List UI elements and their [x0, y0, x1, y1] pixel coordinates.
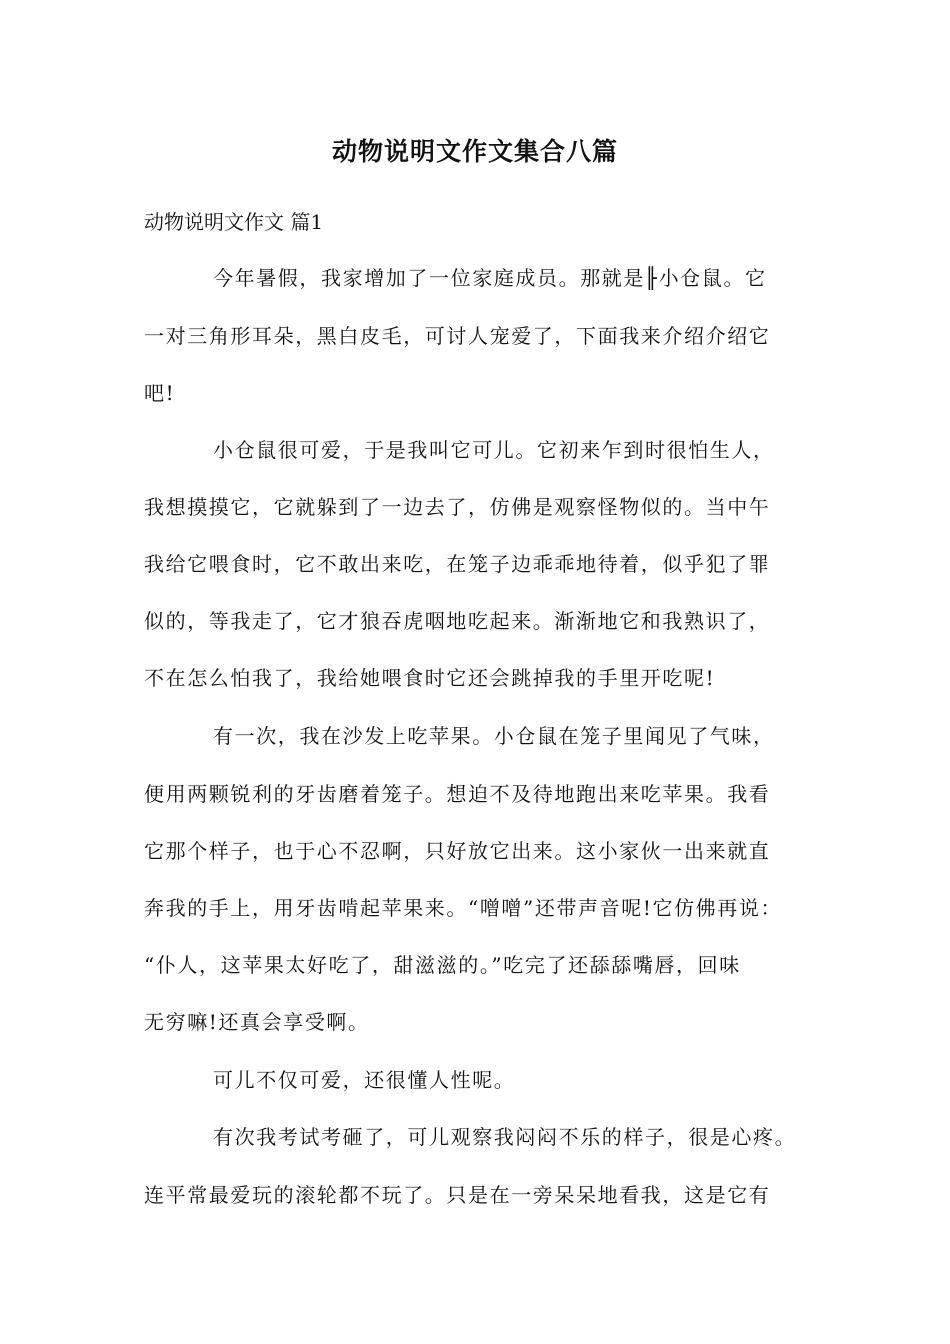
paragraph-line: 似的，等我走了，它才狼吞虎咽地吃起来。渐渐地它和我熟识了，: [144, 609, 771, 633]
paragraph-line: 小仓鼠很可爱，于是我叫它可儿。它初来乍到时很怕生人，: [213, 438, 775, 462]
paragraph-line: “仆人，这苹果太好吃了，甜滋滋的。”吃完了还舔舔嘴唇，回味: [144, 953, 741, 977]
paragraph-line: 连平常最爱玩的滚轮都不玩了。只是在一旁呆呆地看我，这是它有: [144, 1183, 771, 1207]
paragraph-line: 便用两颗锐利的牙齿磨着笼子。想迫不及待地跑出来吃苹果。我看: [144, 782, 771, 806]
paragraph-line: 有一次，我在沙发上吃苹果。小仓鼠在笼子里闻见了气味，: [213, 724, 775, 748]
paragraph-line: 我想摸摸它，它就躲到了一边去了，仿佛是观察怪物似的。当中午: [144, 495, 771, 519]
paragraph-line: 它那个样子，也于心不忍啊，只好放它出来。这小家伙一出来就直: [144, 839, 771, 863]
paragraph-line: 吧!: [144, 381, 176, 405]
paragraph-line: 一对三角形耳朵，黑白皮毛，可讨人宠爱了，下面我来介绍介绍它: [144, 324, 771, 348]
paragraph-line: 我给它喂食时，它不敢出来吃，在笼子边乖乖地待着，似乎犯了罪: [144, 552, 771, 576]
document-title: 动物说明文作文集合八篇: [331, 137, 618, 166]
paragraph-line: 不在怎么怕我了，我给她喂食时它还会跳掉我的手里开吃呢!: [144, 666, 716, 690]
paragraph-line: 有次我考试考砸了，可儿观察我闷闷不乐的样子，很是心疼。: [213, 1125, 797, 1149]
section-heading: 动物说明文作文 篇1: [144, 210, 324, 234]
paragraph-line: 奔我的手上，用牙齿啃起苹果来。“噌噌”还带声音呢!它仿佛再说：: [144, 896, 783, 920]
paragraph-line: 无穷嘛!还真会享受啊。: [144, 1010, 370, 1034]
paragraph-line: 可儿不仅可爱，还很懂人性呢。: [213, 1068, 516, 1092]
paragraph-line: 今年暑假，我家增加了一位家庭成员。那就是╟小仓鼠。它: [213, 266, 767, 290]
